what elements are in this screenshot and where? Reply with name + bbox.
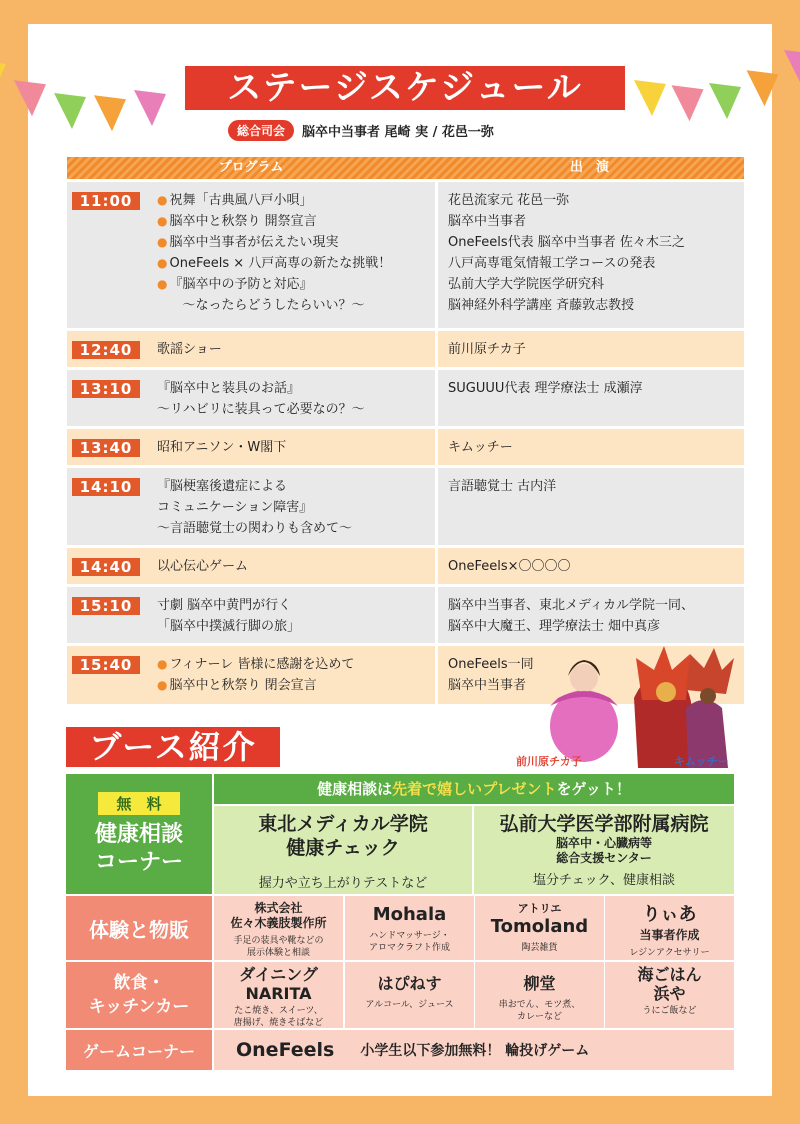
schedule-row	[67, 367, 744, 426]
program-text: OneFeels × 八戸高専の新たな挑戦！	[169, 256, 392, 271]
bunting-flag	[54, 93, 86, 129]
performer-text: SUGUUU代表 理学療法士 成瀬淳	[448, 381, 643, 396]
performer-text: 言語聴覚士 古内洋	[448, 479, 557, 494]
booth-title: ブース紹介	[66, 727, 280, 767]
program-cell	[157, 370, 435, 426]
time-badge: 15:40	[72, 656, 140, 674]
game-label-text: ゲームコーナー	[82, 1041, 195, 1061]
performer-cell	[435, 548, 744, 584]
performer-cell	[435, 182, 744, 328]
mc-names: 脳卒中当事者 尾崎 実 / 花邑一弥	[302, 124, 494, 140]
experience-label	[66, 896, 212, 960]
program-cell	[157, 331, 435, 367]
performer-text: 脳卒中当事者	[448, 678, 527, 693]
booth-name: りぃあ	[642, 904, 697, 925]
col-performer: 出 演	[569, 160, 609, 175]
mc-tag: 総合司会	[228, 120, 294, 141]
performer-text: 脳卒中大魔王、理学療法士 畑中真彦	[448, 619, 661, 634]
booth-desc: アルコール、ジュース	[365, 1000, 454, 1010]
booth-name: Mohala	[372, 904, 447, 925]
performer-text: 八戸高専電気情報工学コースの発表	[448, 256, 656, 271]
program-text: 以心伝心ゲーム	[157, 559, 249, 574]
performer-text: 前川原チカ子	[448, 342, 526, 357]
booth-desc: 手足の装具や靴などの 展示体験と相談	[233, 936, 324, 958]
booth-desc: うにご飯など	[642, 1006, 697, 1016]
game-desc: 小学生以下参加無料！ 輪投げゲーム	[360, 1043, 590, 1059]
page-title: ステージスケジュール	[185, 66, 625, 110]
time-cell	[67, 468, 157, 545]
schedule-row	[67, 545, 744, 584]
program-cell	[157, 468, 435, 545]
game-name: OneFeels	[236, 1039, 335, 1061]
booth-name: 弘前大学医学部附属病院	[499, 813, 709, 835]
program-text: コミュニケーション障害』	[157, 500, 313, 515]
performer-cell	[435, 331, 744, 367]
program-item	[157, 616, 435, 637]
booth-name: 株式会社 佐々木義肢製作所	[230, 901, 327, 930]
program-cell	[157, 587, 435, 643]
food-booth	[214, 962, 343, 1028]
booth-desc: 陶芸雑貨	[521, 943, 558, 953]
experience-booth	[345, 896, 474, 960]
program-item	[157, 190, 435, 211]
banner-pre: 健康相談は	[317, 780, 393, 798]
food-label-text: 飲食・ キッチンカー	[88, 973, 190, 1017]
booth-desc: たこ焼き、スイーツ、 唐揚げ、焼きそばなど	[233, 1006, 324, 1028]
booth-desc: 握力や立ち上がりテストなど	[258, 876, 428, 891]
program-cell	[157, 646, 435, 704]
booth-sub: 脳卒中・心臓病等 総合支援センター	[555, 836, 652, 865]
program-text: 脳卒中当事者が伝えたい現実	[169, 235, 339, 250]
program-item	[157, 274, 435, 316]
time-cell	[67, 370, 157, 426]
health-label-cell	[66, 774, 212, 894]
game-cell	[214, 1030, 734, 1070]
food-label	[66, 962, 212, 1028]
banner-post: をゲット！	[556, 780, 631, 798]
program-text: ～リハビリに装具って必要なの？～	[157, 402, 365, 417]
time-badge: 12:40	[72, 341, 140, 359]
bunting-flag	[747, 70, 779, 106]
experience-booth	[214, 896, 343, 960]
caption-right: キムッチー	[674, 755, 729, 768]
booth-name: 海ごはん 浜や	[637, 965, 702, 1003]
experience-booth	[605, 896, 734, 960]
schedule-row	[67, 465, 744, 545]
bunting-flag	[672, 85, 704, 121]
program-text: 昭和アニソン・W閣下	[157, 440, 287, 455]
program-cell	[157, 429, 435, 465]
program-text: 『脳梗塞後遺症による	[157, 479, 288, 494]
booth-desc: レジンアクセサリー	[629, 948, 710, 958]
program-item	[157, 518, 435, 539]
health-booth-tohoku	[214, 806, 472, 894]
bunting-flag	[0, 60, 6, 96]
food-booth	[345, 962, 474, 1028]
program-item	[157, 654, 435, 675]
free-tag: 無 料	[98, 792, 179, 815]
booth-name: はぴねす	[377, 974, 442, 993]
time-badge: 15:10	[72, 597, 140, 615]
program-item	[157, 232, 435, 253]
program-text: 『脳卒中と装具のお話』	[157, 381, 301, 396]
program-cell	[157, 548, 435, 584]
food-booth	[605, 962, 734, 1028]
bullet-icon: ●	[157, 277, 168, 291]
time-cell	[67, 646, 157, 704]
booth-desc: 塩分チェック、健康相談	[532, 873, 676, 888]
time-cell	[67, 182, 157, 328]
performer-cell	[435, 429, 744, 465]
program-text: 歌謡ショー	[157, 342, 222, 357]
bullet-icon: ●	[157, 235, 168, 249]
performer-cell	[435, 370, 744, 426]
time-cell	[67, 429, 157, 465]
food-booth	[475, 962, 604, 1028]
banner-em: 先着で嬉しいプレゼント	[392, 780, 557, 798]
bunting-flag	[134, 90, 166, 126]
schedule-header	[67, 157, 744, 179]
performer-text: OneFeels一同	[448, 657, 534, 672]
health-booth-hirosaki	[474, 806, 734, 894]
performer-text: OneFeels×〇〇〇〇	[448, 559, 571, 574]
game-label	[66, 1030, 212, 1070]
time-cell	[67, 587, 157, 643]
time-badge: 14:40	[72, 558, 140, 576]
booth-name: 東北メディカル学院 健康チェック	[258, 813, 428, 859]
bullet-icon: ●	[157, 657, 168, 671]
program-item	[157, 675, 435, 696]
program-cell	[157, 182, 435, 328]
program-text: 脳卒中と秋祭り 開祭宣言	[169, 214, 317, 229]
bunting-flag	[784, 50, 800, 86]
program-item	[157, 211, 435, 232]
time-badge: 14:10	[72, 478, 140, 496]
performer-cell	[435, 468, 744, 545]
program-item	[157, 253, 435, 274]
performer-text: キムッチー	[448, 440, 513, 455]
program-item	[157, 476, 435, 497]
experience-booth	[475, 896, 604, 960]
performer-text: 脳卒中当事者、東北メディカル学院一同、	[448, 598, 694, 613]
bullet-icon: ●	[157, 256, 168, 270]
performer-text: 花邑流家元 花邑一弥	[448, 193, 570, 208]
program-item	[157, 339, 435, 360]
time-badge: 11:00	[72, 192, 140, 210]
schedule-row	[67, 426, 744, 465]
program-item	[157, 595, 435, 616]
booth-desc: ハンドマッサージ・ アロマクラフト作成	[368, 931, 450, 953]
time-badge: 13:40	[72, 439, 140, 457]
program-item	[157, 497, 435, 518]
booth-name-small: アトリエ	[517, 902, 562, 915]
bunting-flag	[634, 80, 666, 116]
schedule-row	[67, 179, 744, 328]
program-text: 祝舞「古典風八戸小唄」	[169, 193, 313, 208]
caption-left: 前川原チカ子	[516, 755, 582, 768]
program-text: 脳卒中と秋祭り 閉会宣言	[169, 678, 317, 693]
program-text: 『脳卒中の予防と対応』 ～なったらどうしたらいい？～	[169, 277, 365, 313]
schedule-row	[67, 328, 744, 367]
booth-name-sub: 当事者作成	[639, 928, 700, 942]
booth-name: 柳堂	[523, 974, 556, 993]
program-item	[157, 399, 435, 420]
mc-line	[228, 119, 494, 141]
performer-text: 脳卒中当事者	[448, 214, 527, 229]
bunting-flag	[709, 83, 741, 119]
schedule-table	[67, 157, 744, 704]
program-item	[157, 437, 435, 458]
time-badge: 13:10	[72, 380, 140, 398]
time-cell	[67, 331, 157, 367]
program-text: 寸劇 脳卒中黄門が行く	[157, 598, 292, 613]
program-text: ～言語聴覚士の関わりも含めて～	[157, 521, 353, 536]
program-item	[157, 378, 435, 399]
performer-text: 弘前大学大学院医学研究科 脳神経外科学講座 斉藤敦志教授	[448, 277, 635, 313]
booth-desc: 串おでん、モツ煮、 カレーなど	[498, 1000, 581, 1022]
program-item	[157, 556, 435, 577]
time-cell	[67, 548, 157, 584]
health-label: 健康相談 コーナー	[94, 821, 183, 875]
bunting-flag	[94, 95, 126, 131]
booth-grid	[66, 774, 734, 1074]
bullet-icon: ●	[157, 193, 168, 207]
col-program: プログラム	[218, 160, 284, 175]
booth-banner	[214, 774, 734, 804]
booth-name: ダイニング NARITA	[239, 965, 318, 1003]
bullet-icon: ●	[157, 214, 168, 228]
performer-photos	[538, 628, 738, 768]
bullet-icon: ●	[157, 678, 168, 692]
experience-label-text: 体験と物販	[89, 917, 189, 942]
performer-text: OneFeels代表 脳卒中当事者 佐々木三之	[448, 235, 685, 250]
program-text: 「脳卒中撲滅行脚の旅」	[157, 619, 301, 634]
booth-name: Tomoland	[490, 916, 589, 937]
bunting-flag	[14, 80, 46, 116]
program-text: フィナーレ 皆様に感謝を込めて	[169, 657, 355, 672]
